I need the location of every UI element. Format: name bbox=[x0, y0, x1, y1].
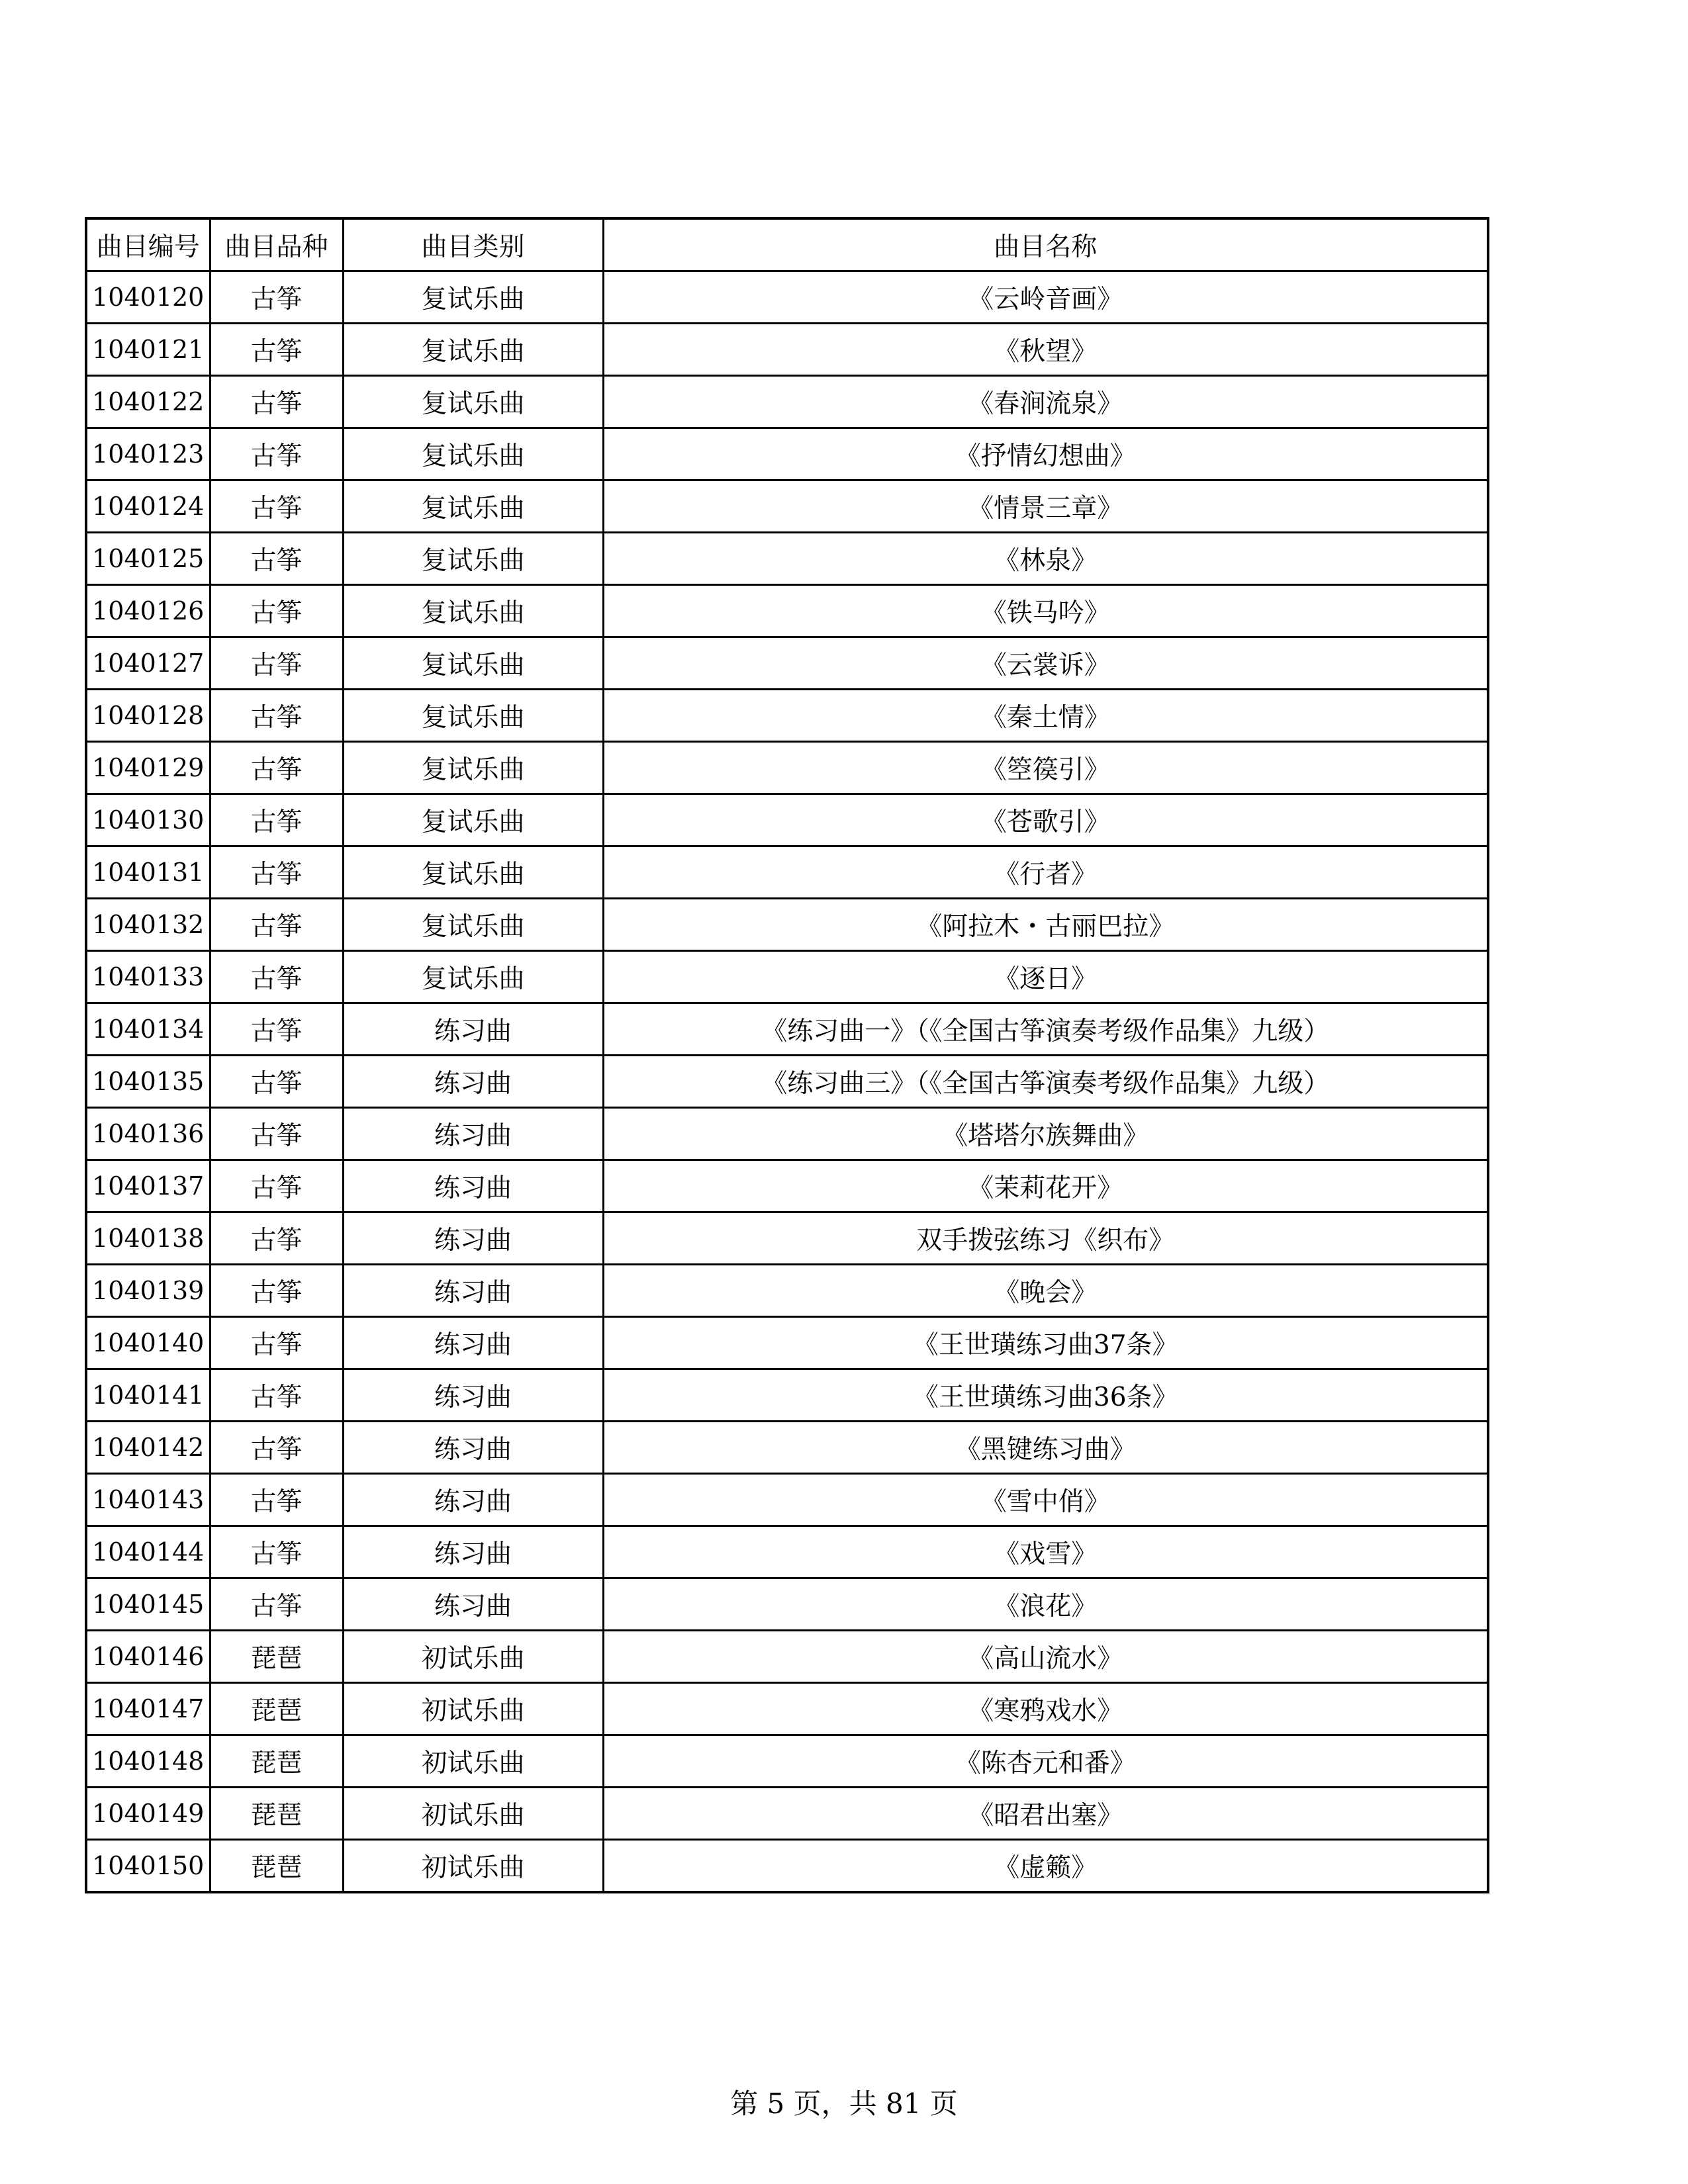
cell-piece-id: 1040124 bbox=[86, 480, 210, 533]
cell-instrument: 古筝 bbox=[210, 794, 343, 846]
table-row bbox=[86, 1265, 1488, 1317]
cell-category: 复试乐曲 bbox=[343, 742, 603, 794]
cell-piece-name: 《黑键练习曲》 bbox=[603, 1422, 1488, 1474]
cell-piece-id: 1040131 bbox=[86, 846, 210, 899]
cell-instrument: 古筝 bbox=[210, 1526, 343, 1578]
table-row bbox=[86, 1108, 1488, 1160]
table-row bbox=[86, 1003, 1488, 1056]
cell-instrument: 古筝 bbox=[210, 271, 343, 324]
cell-instrument: 琵琶 bbox=[210, 1735, 343, 1788]
cell-piece-id: 1040138 bbox=[86, 1212, 210, 1265]
cell-instrument: 琵琶 bbox=[210, 1683, 343, 1735]
cell-piece-name: 《云岭音画》 bbox=[603, 271, 1488, 324]
cell-instrument: 古筝 bbox=[210, 1056, 343, 1108]
cell-category: 复试乐曲 bbox=[343, 690, 603, 742]
cell-category: 初试乐曲 bbox=[343, 1683, 603, 1735]
cell-category: 练习曲 bbox=[343, 1056, 603, 1108]
cell-category: 练习曲 bbox=[343, 1317, 603, 1369]
cell-piece-name: 《春涧流泉》 bbox=[603, 376, 1488, 428]
cell-piece-name: 《铁马吟》 bbox=[603, 585, 1488, 637]
table-row bbox=[86, 1474, 1488, 1526]
header-piece-id: 曲目编号 bbox=[86, 218, 210, 271]
cell-piece-id: 1040129 bbox=[86, 742, 210, 794]
cell-piece-id: 1040149 bbox=[86, 1788, 210, 1840]
table-row bbox=[86, 1056, 1488, 1108]
cell-piece-name: 《寒鸦戏水》 bbox=[603, 1683, 1488, 1735]
cell-piece-name: 《塔塔尔族舞曲》 bbox=[603, 1108, 1488, 1160]
cell-piece-id: 1040123 bbox=[86, 428, 210, 480]
cell-piece-name: 《阿拉木・古丽巴拉》 bbox=[603, 899, 1488, 951]
table-row bbox=[86, 951, 1488, 1003]
cell-instrument: 古筝 bbox=[210, 585, 343, 637]
table-row bbox=[86, 1369, 1488, 1422]
cell-piece-id: 1040141 bbox=[86, 1369, 210, 1422]
cell-piece-id: 1040136 bbox=[86, 1108, 210, 1160]
cell-instrument: 古筝 bbox=[210, 1422, 343, 1474]
cell-instrument: 古筝 bbox=[210, 899, 343, 951]
header-instrument: 曲目品种 bbox=[210, 218, 343, 271]
cell-instrument: 古筝 bbox=[210, 1265, 343, 1317]
cell-piece-name: 《戏雪》 bbox=[603, 1526, 1488, 1578]
cell-instrument: 古筝 bbox=[210, 376, 343, 428]
cell-instrument: 琵琶 bbox=[210, 1840, 343, 1893]
cell-piece-id: 1040133 bbox=[86, 951, 210, 1003]
cell-piece-name: 《苍歌引》 bbox=[603, 794, 1488, 846]
cell-piece-name: 双手拨弦练习《织布》 bbox=[603, 1212, 1488, 1265]
cell-category: 复试乐曲 bbox=[343, 533, 603, 585]
cell-piece-id: 1040140 bbox=[86, 1317, 210, 1369]
table-row bbox=[86, 1578, 1488, 1631]
table-row bbox=[86, 324, 1488, 376]
cell-piece-id: 1040125 bbox=[86, 533, 210, 585]
cell-piece-id: 1040150 bbox=[86, 1840, 210, 1893]
table-row bbox=[86, 742, 1488, 794]
cell-instrument: 琵琶 bbox=[210, 1788, 343, 1840]
cell-category: 练习曲 bbox=[343, 1578, 603, 1631]
cell-category: 初试乐曲 bbox=[343, 1631, 603, 1683]
table-row bbox=[86, 637, 1488, 690]
cell-category: 练习曲 bbox=[343, 1160, 603, 1212]
cell-category: 初试乐曲 bbox=[343, 1735, 603, 1788]
cell-piece-name: 《秋望》 bbox=[603, 324, 1488, 376]
cell-instrument: 古筝 bbox=[210, 1474, 343, 1526]
table-row bbox=[86, 1840, 1488, 1893]
table-row bbox=[86, 794, 1488, 846]
cell-piece-name: 《箜篌引》 bbox=[603, 742, 1488, 794]
cell-piece-id: 1040128 bbox=[86, 690, 210, 742]
cell-piece-id: 1040126 bbox=[86, 585, 210, 637]
cell-piece-name: 《秦土情》 bbox=[603, 690, 1488, 742]
cell-piece-id: 1040132 bbox=[86, 899, 210, 951]
cell-category: 练习曲 bbox=[343, 1369, 603, 1422]
cell-category: 练习曲 bbox=[343, 1526, 603, 1578]
cell-piece-id: 1040147 bbox=[86, 1683, 210, 1735]
cell-piece-name: 《高山流水》 bbox=[603, 1631, 1488, 1683]
cell-instrument: 古筝 bbox=[210, 637, 343, 690]
cell-piece-id: 1040121 bbox=[86, 324, 210, 376]
cell-category: 复试乐曲 bbox=[343, 480, 603, 533]
table-row bbox=[86, 480, 1488, 533]
cell-piece-name: 《抒情幻想曲》 bbox=[603, 428, 1488, 480]
cell-category: 练习曲 bbox=[343, 1108, 603, 1160]
cell-piece-id: 1040134 bbox=[86, 1003, 210, 1056]
cell-category: 复试乐曲 bbox=[343, 585, 603, 637]
cell-piece-name: 《逐日》 bbox=[603, 951, 1488, 1003]
cell-piece-id: 1040127 bbox=[86, 637, 210, 690]
cell-instrument: 古筝 bbox=[210, 1317, 343, 1369]
cell-instrument: 古筝 bbox=[210, 533, 343, 585]
cell-category: 复试乐曲 bbox=[343, 794, 603, 846]
cell-instrument: 古筝 bbox=[210, 846, 343, 899]
table-row bbox=[86, 1422, 1488, 1474]
table-row bbox=[86, 1683, 1488, 1735]
cell-instrument: 古筝 bbox=[210, 1369, 343, 1422]
table-body bbox=[86, 271, 1488, 1893]
cell-category: 复试乐曲 bbox=[343, 846, 603, 899]
cell-piece-id: 1040144 bbox=[86, 1526, 210, 1578]
cell-piece-name: 《雪中俏》 bbox=[603, 1474, 1488, 1526]
cell-piece-name: 《练习曲一》（《全国古筝演奏考级作品集》九级） bbox=[603, 1003, 1488, 1056]
cell-piece-id: 1040148 bbox=[86, 1735, 210, 1788]
cell-category: 复试乐曲 bbox=[343, 637, 603, 690]
table-row bbox=[86, 690, 1488, 742]
cell-instrument: 古筝 bbox=[210, 951, 343, 1003]
cell-piece-id: 1040122 bbox=[86, 376, 210, 428]
cell-category: 练习曲 bbox=[343, 1422, 603, 1474]
cell-piece-id: 1040137 bbox=[86, 1160, 210, 1212]
cell-piece-name: 《茉莉花开》 bbox=[603, 1160, 1488, 1212]
cell-piece-name: 《晚会》 bbox=[603, 1265, 1488, 1317]
header-category: 曲目类别 bbox=[343, 218, 603, 271]
cell-category: 练习曲 bbox=[343, 1212, 603, 1265]
cell-piece-id: 1040143 bbox=[86, 1474, 210, 1526]
cell-category: 初试乐曲 bbox=[343, 1840, 603, 1893]
repertoire-table bbox=[85, 217, 1489, 1893]
cell-instrument: 琵琶 bbox=[210, 1631, 343, 1683]
cell-category: 复试乐曲 bbox=[343, 376, 603, 428]
cell-piece-name: 《浪花》 bbox=[603, 1578, 1488, 1631]
cell-instrument: 古筝 bbox=[210, 1212, 343, 1265]
cell-category: 练习曲 bbox=[343, 1003, 603, 1056]
cell-piece-id: 1040146 bbox=[86, 1631, 210, 1683]
table-row bbox=[86, 428, 1488, 480]
table-row bbox=[86, 1317, 1488, 1369]
cell-piece-name: 《行者》 bbox=[603, 846, 1488, 899]
cell-piece-name: 《情景三章》 bbox=[603, 480, 1488, 533]
cell-piece-name: 《王世璜练习曲36条》 bbox=[603, 1369, 1488, 1422]
cell-piece-name: 《昭君出塞》 bbox=[603, 1788, 1488, 1840]
table-row bbox=[86, 1788, 1488, 1840]
header-piece-name: 曲目名称 bbox=[603, 218, 1488, 271]
table-row bbox=[86, 533, 1488, 585]
cell-piece-name: 《练习曲三》（《全国古筝演奏考级作品集》九级） bbox=[603, 1056, 1488, 1108]
cell-piece-id: 1040142 bbox=[86, 1422, 210, 1474]
table-row bbox=[86, 1160, 1488, 1212]
cell-instrument: 古筝 bbox=[210, 428, 343, 480]
cell-category: 复试乐曲 bbox=[343, 324, 603, 376]
cell-instrument: 古筝 bbox=[210, 324, 343, 376]
cell-piece-id: 1040135 bbox=[86, 1056, 210, 1108]
cell-category: 复试乐曲 bbox=[343, 428, 603, 480]
cell-piece-name: 《王世璜练习曲37条》 bbox=[603, 1317, 1488, 1369]
cell-instrument: 古筝 bbox=[210, 1578, 343, 1631]
table-row bbox=[86, 1631, 1488, 1683]
table-row bbox=[86, 1212, 1488, 1265]
table-row bbox=[86, 846, 1488, 899]
table-row bbox=[86, 585, 1488, 637]
cell-category: 练习曲 bbox=[343, 1474, 603, 1526]
table-row bbox=[86, 1735, 1488, 1788]
cell-instrument: 古筝 bbox=[210, 1003, 343, 1056]
table-row bbox=[86, 376, 1488, 428]
table-row bbox=[86, 899, 1488, 951]
cell-category: 复试乐曲 bbox=[343, 951, 603, 1003]
cell-piece-id: 1040120 bbox=[86, 271, 210, 324]
table-row bbox=[86, 271, 1488, 324]
cell-piece-id: 1040139 bbox=[86, 1265, 210, 1317]
cell-category: 复试乐曲 bbox=[343, 899, 603, 951]
cell-instrument: 古筝 bbox=[210, 1108, 343, 1160]
cell-piece-name: 《林泉》 bbox=[603, 533, 1488, 585]
page-number: 第 5 页，共 81 页 bbox=[730, 2087, 958, 2120]
cell-instrument: 古筝 bbox=[210, 1160, 343, 1212]
cell-piece-name: 《陈杏元和番》 bbox=[603, 1735, 1488, 1788]
cell-piece-name: 《云裳诉》 bbox=[603, 637, 1488, 690]
cell-piece-id: 1040130 bbox=[86, 794, 210, 846]
table-row bbox=[86, 1526, 1488, 1578]
cell-piece-id: 1040145 bbox=[86, 1578, 210, 1631]
table-header-row bbox=[86, 218, 1488, 271]
cell-instrument: 古筝 bbox=[210, 480, 343, 533]
cell-category: 练习曲 bbox=[343, 1265, 603, 1317]
cell-instrument: 古筝 bbox=[210, 690, 343, 742]
cell-category: 复试乐曲 bbox=[343, 271, 603, 324]
cell-category: 初试乐曲 bbox=[343, 1788, 603, 1840]
cell-instrument: 古筝 bbox=[210, 742, 343, 794]
cell-piece-name: 《虚籁》 bbox=[603, 1840, 1488, 1893]
